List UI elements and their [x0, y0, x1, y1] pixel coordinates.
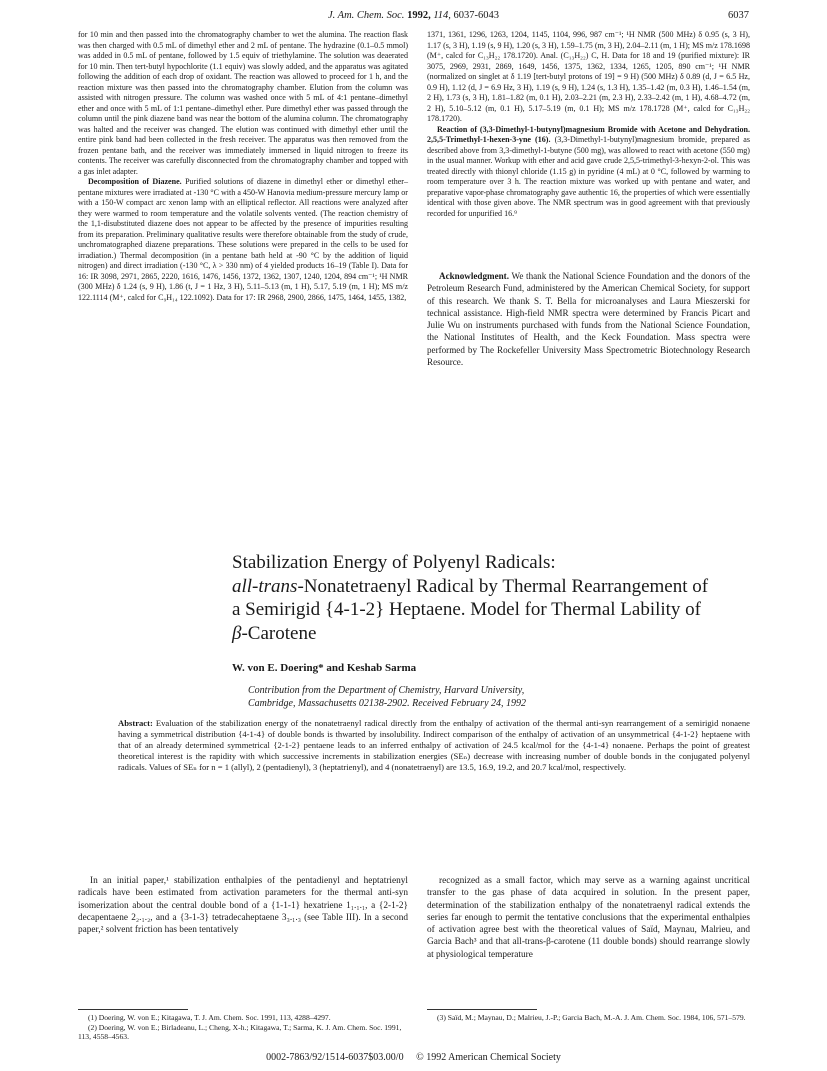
abstract-text: Evaluation of the stabilization energy of the nonatetraenyl radical directly from the enthalpy of activation of the thermal anti-syn rearrangement of a semirigid nonaene having a symmetrical distribution {4-1-4} of double bonds is thwarted by insolubility. Indirect comparison of the enthalpy of activation of an unsymmetrical {4-1-2} heptaene with that of an already determined symmetrical {2-1-2} pentaene leads to an inferred enthalpy of activation of 24.5 kcal/mol for the {4-1-4} nonaene. Perhaps the point of greatest theoretical interest is the rapidity with which successive increments in stabilization energies (SEₙ) decrease with increasing number of double bonds in the conjugated polyenyl radicals. Values of SEₙ for n = 1 (allyl), 2 (pentadienyl), 3 (heptatrienyl), and 4 (nonatetraenyl) are 13.5, 16.9, 19.2, and 20.7 kcal/mol, respectively. [118, 718, 750, 772]
abstract [118, 718, 750, 773]
intro-right-text: recognized as a small factor, which may serve as a warning against uncritical transfer to the gas phase of data acquired in solution. In the present paper, determination of the stabilization enthalpy of the nonatetraenyl radical extends the series far enough to permit the tentative conclusions that the experimental enthalpies of activation agree best with the theoretical values of Saïd, Maynau, Malrieu, and Garcia Bach³ and that all-trans-β-carotene (11 double bonds) should rearrange slowly at physiological temperature [427, 876, 750, 960]
title-line-3: a Semirigid {4-1-2} Heptaene. Model for Thermal Lability of [232, 599, 702, 621]
running-header [0, 10, 827, 21]
footnote-2: (2) Doering, W. von E.; Birladeanu, L.; Cheng, X-h.; Kitagawa, T.; Sarma, K. J. Am. Chem. Soc. 1991, 113, 4558–4563. [78, 1022, 402, 1042]
intro-left-column [78, 875, 408, 936]
acknowledgment [427, 270, 750, 368]
footnote-3: (3) Saïd, M.; Maynau, D.; Malrieu, J.-P.; Garcia Bach, M.-A. J. Am. Chem. Soc. 1984, 106, 571–579. [437, 1013, 746, 1022]
top-left-paragraph-2 [78, 177, 408, 303]
footnote-rule-left [78, 1009, 188, 1010]
section-text: Purified solutions of diazene in dimethyl ether or dimethyl ether–pentane mixtures were irradiated at -130 °C with a 450-W Hanovia medium-pressure mercury lamp or with a 150-W compact arc xenon lamp with an elliptical reflector. All reactions were analyzed after they were warmed to room temperature and the volatile solvents vented. (The reaction chemistry of the 1,1-disubstituted diazene does not appear to be affected by the presence of impurities resulting from its preparation. Preliminary qualitative results were therefore obtainable from the study of crude, unchromatographed diazene preparations. These solutions were prepared in the cells to be used for irradiation.) Thermal decomposition (in a pentane bath held at -90 °C by the addition of liquid nitrogen) and direct irradiation (-130 °C, λ > 330 nm) of 4 yielded products 16–19 (Table I). Data for 16: IR 3098, 2971, 2865, 2220, 1616, 1476, 1456, 1372, 1362, 1307, 1240, 1204, 894 cm⁻¹; ¹H NMR (300 MHz) δ 1.24 (s, 9 H), 1.86 (t, J = 1 Hz, 3 H), 5.11–5.13 (m, 1 H), 5.17, 5.19 (m, 1 H); MS m/z 122.1114 (M⁺, calcd for C₉H₁₄ 122.1092). Data for 17: IR 2968, 2900, 2866, 1475, 1464, 1455, 1382, [78, 177, 409, 302]
top-right-paragraph-2 [427, 125, 750, 220]
title-line-1: Stabilization Energy of Polyenyl Radicals: [232, 552, 556, 573]
footnotes-right [427, 1013, 750, 1023]
top-right-column [427, 30, 750, 219]
contribution-line-2: Cambridge, Massachusetts 02138-2902. Received February 24, 1992 [248, 698, 527, 709]
top-left-column [78, 30, 408, 303]
section-text: (3,3-Dimethyl-1-butynyl)magnesium bromide, prepared as described above from 3,3-dimethyl-1-butyne (500 mg), was allowed to react with acetone (550 mg) in the usual manner. Workup with ether and acid gave crude 2,5,5-trimethyl-3-hexyn-2-ol. This was treated directly with thionyl chloride (1.15 g) in pyridine (4 mL) at 0 °C, followed by warming to room temperature over 3 h. The reaction mixture was worked up with pentane and water, and preparative vapor-phase chromatography gave authentic 16, the properties of which were essentially identical with those given above. The NMR spectrum was in good agreement with that previously recorded for unpurified 16.⁹ [427, 135, 750, 218]
journal-volume: 114, [433, 10, 451, 21]
title-line-2 [232, 575, 772, 599]
footer-copyright: © 1992 American Chemical Society [416, 1052, 561, 1063]
contribution [248, 684, 768, 710]
page-footer [0, 1052, 827, 1063]
section-heading: Reaction of (3,3-Dimethyl-1-butynyl)magnesium Bromide with Acetone and Dehydration. 2,5,5-Trimethyl-1-hexen-3-yne (16). [427, 124, 750, 144]
section-heading: Decomposition of Diazene. [88, 177, 182, 186]
acknowledgment-text: We thank the National Science Foundation and the donors of the Petroleum Research Fund, administered by the American Chemical Society, for support of this research. We thank S. T. Bella for microanalyses and Laura Mieszerski for technical assistance. High-field NMR spectra were determined by Francis Picart and Julie Wu on instruments purchased with funds from the National Science Foundation, the National Institutes of Health, and the Keck Foundation. Mass spectra were performed by The Rockefeller University Mass Spectrometric Biotechnology Research Resource. [427, 271, 750, 368]
footnote-rule-right [427, 1009, 537, 1010]
journal-name: J. Am. Chem. Soc. [327, 10, 405, 21]
footer-code: 0002-7863/92/1514-6037$03.00/0 [266, 1052, 404, 1063]
abstract-heading: Abstract: [118, 718, 153, 728]
article-title [232, 551, 772, 645]
intro-left-text: In an initial paper,¹ stabilization enthalpies of the pentadienyl and heptatrienyl radicals have been estimated from activation parameters for the thermal anti-syn isomerization about the central double bond of a {1-1-1} hexatriene 1₁.₁.₁, a {2-1-2} decapentaene 2₂.₁.₂, and a {3-1-3} tetradecaheptaene 3₃.₁.₃ (see Table III). In a second paper,² solvent friction has been tentatively [78, 876, 408, 936]
authors: W. von E. Doering* and Keshab Sarma [232, 662, 417, 674]
title-italic: all-trans [232, 575, 298, 597]
top-right-paragraph-1: 1371, 1361, 1296, 1263, 1204, 1145, 1104, 996, 987 cm⁻¹; ¹H NMR (500 MHz) δ 0.95 (s, 3 H), 1.17 (s, 3 H), 1.19 (s, 9 H), 1.20 (s, 3 H), 1.59–1.75 (m, 3 H), 2.04–2.11 (m, 1 H); MS m/z 178.1698 (M⁺, calcd for C₁₃H₂₂ 178.1720). Anal. (C₁₃H₂₂) C, H. Data for 18 and 19 (purified mixture): IR 3075, 2969, 2931, 2869, 1649, 1456, 1375, 1362, 1334, 1265, 1205, 890 cm⁻¹; ¹H NMR (normalized on singlet at δ 1.19 [tert-butyl protons of 19] = 9 H) (500 MHz) δ 0.89 (d, J = 6.5 Hz, 0.9 H), 1.12 (d, J = 6.9 Hz, 3 H), 1.19 (s, 9 H), 1.24 (s, 1.3 H), 1.35–1.42 (m, 0.3 H), 1.46–1.54 (m, 2 H), 1.73 (s, 3 H), 1.81–1.82 (m, 0.1 H), 2.03–2.21 (m, 2.3 H), 2.33–2.42 (m, 1 H), 4.68–4.72 (m, 2 H), 5.10–5.12 (m, 0.1 H), 5.17–5.19 (m, 0.1 H); MS m/z 178.1728 (M⁺, calcd for C₁₃H₂₂ 178.1720). [427, 30, 750, 123]
contribution-line-1: Contribution from the Department of Chemistry, Harvard University, [248, 685, 525, 696]
journal-year: 1992, [407, 10, 431, 21]
title-line-4-rest: -Carotene [241, 622, 317, 644]
title-line-2-rest: -Nonatetraenyl Radical by Thermal Rearrangement of [297, 575, 709, 597]
page-number: 6037 [728, 10, 749, 21]
acknowledgment-heading: Acknowledgment. [439, 271, 509, 281]
top-left-paragraph-1: for 10 min and then passed into the chromatography chamber to wet the alumina. The reaction flask was then charged with 0.5 mL of dimethyl ether and 2 mL of pentane. The hydrazine (0.1–0.5 mmol) was added in 0.5 mL of pentane, followed by 1.5 equiv of triethylamine. The solution was deaerated for 10 min. Then tert-butyl hypochlorite (1.1 equiv) was slowly added, and the apparatus was agitated following the addition of each drop of oxidant. The reaction was allowed to proceed for 1 h, and the reaction mixture was then passed into the chromatography chamber. Elution from the column was assisted with nitrogen pressure. The column was washed once with 5 mL of 4:1 pentane–dimethyl ether and once with 5 mL of 1:1 pentane–dimethyl ether. Pure dimethyl ether was passed through the column until the pink diazene band was near the bottom of the alumina column. The chromatography was halted and the receiver was changed. The elution was continued with dimethyl ether until the entire pink band had been collected in the fresh receiver. The apparatus was then removed from the frozen pentane bath, and the receiver was immediately immersed in liquid nitrogen to freeze its contents. The receiver was carefully disconnected from the chromatography chamber and topped with a gas inlet adapter. [78, 30, 408, 176]
intro-right-column [427, 875, 750, 961]
title-line-4 [232, 622, 772, 646]
title-greek: β [232, 622, 242, 644]
footnote-1: (1) Doering, W. von E.; Kitagawa, T. J. Am. Chem. Soc. 1991, 113, 4288–4297. [88, 1013, 331, 1022]
footnotes-left [78, 1013, 408, 1042]
journal-pages: 6037-6043 [453, 10, 500, 21]
